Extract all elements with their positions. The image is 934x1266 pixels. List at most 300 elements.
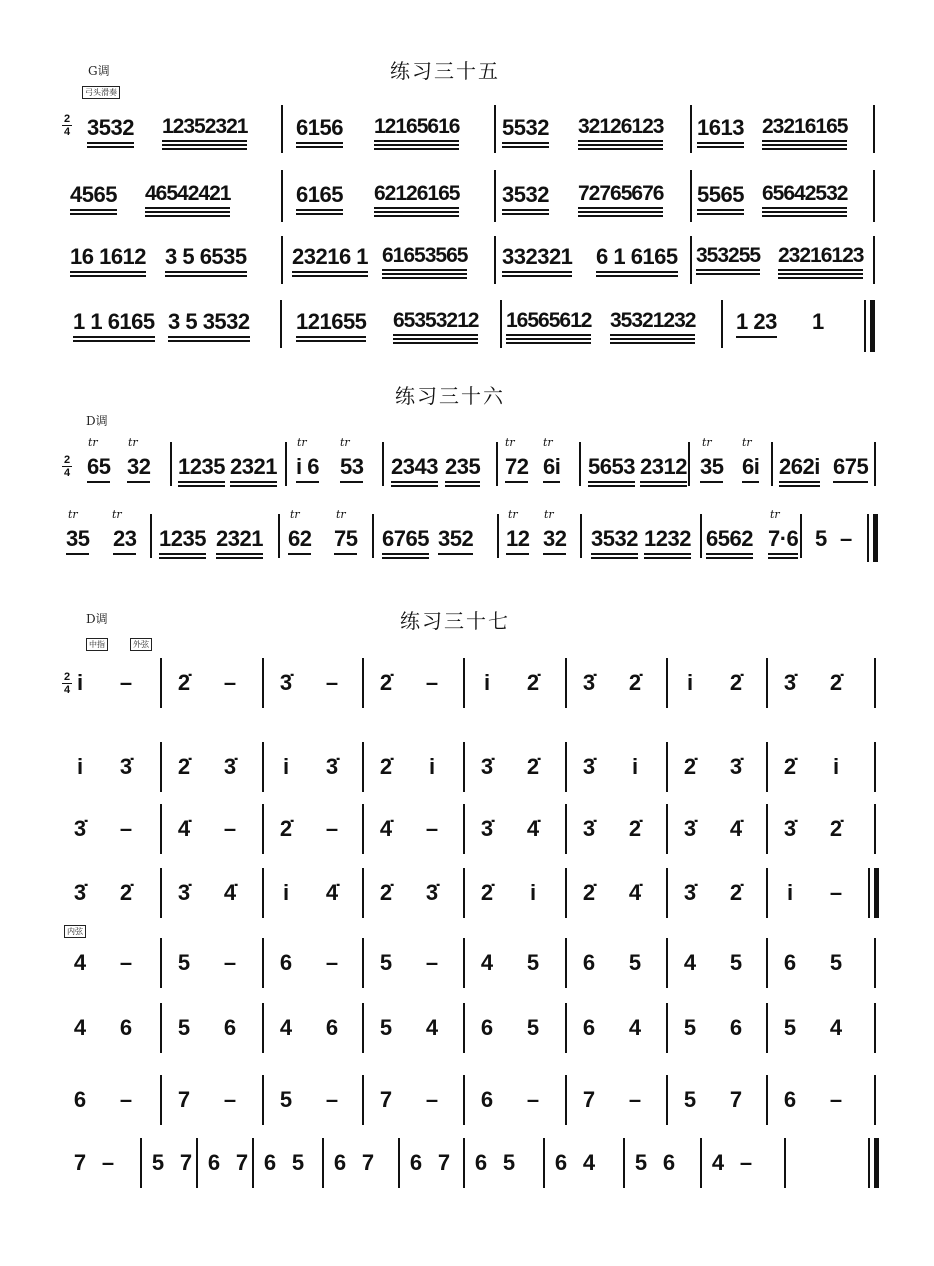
trill-ornament-icon: tr [702,436,712,449]
note-value: 4 [711,1150,725,1175]
note-group: 75 [334,526,357,552]
note-group: 32 [543,526,566,552]
note-value: 2̇ [526,754,540,779]
note-value: 4 [73,950,87,975]
note-group: 3532 [591,526,638,552]
note-group: 62126165 [374,182,459,206]
barline [579,442,581,486]
sustain-dash: – [425,816,439,841]
note-value: 3̇ [223,754,237,779]
barline [160,804,162,854]
note-group: 352 [438,526,473,552]
trill-ornament-icon: tr [543,436,553,449]
note-group: 12165616 [374,115,459,139]
note-group: 32126123 [578,115,663,139]
note-value: 3̇ [279,670,293,695]
sustain-dash: – [223,816,237,841]
barline [382,442,384,486]
barline [494,105,496,153]
note-value: 6 [325,1015,339,1040]
sustain-dash: – [223,950,237,975]
note-group: 65642532 [762,182,847,206]
barline [160,938,162,988]
note-value: 3̇ [425,880,439,905]
note-value: 4 [425,1015,439,1040]
sustain-dash: – [325,816,339,841]
note-value: i [483,670,491,695]
note-value: 7 [582,1087,596,1112]
note-value: 2̇ [729,880,743,905]
barline [262,868,264,918]
note-value: 6 [783,950,797,975]
time-signature: 2 4 [63,113,71,138]
barline [500,300,502,348]
barline [262,804,264,854]
note-value: 2̇ [628,670,642,695]
barline [766,742,768,792]
note-group: 61653565 [382,244,467,268]
note-value: i [428,754,436,779]
note-value: 4 [73,1015,87,1040]
note-group: 23 [113,526,136,552]
note-value: 5 [526,950,540,975]
trill-ornament-icon: tr [290,508,300,521]
barline [170,442,172,486]
note-value: 5 [526,1015,540,1040]
note-value: 4̇ [729,816,743,841]
barline [494,236,496,284]
sustain-dash: – [829,880,843,905]
note-group: 4565 [70,182,117,208]
barline [322,1138,324,1188]
trill-ornament-icon: tr [340,436,350,449]
barline [784,1138,786,1188]
sustain-dash: – [840,526,852,551]
barline [874,1003,876,1053]
note-value: 4̇ [379,816,393,841]
sustain-dash: – [526,1087,540,1112]
note-value: i [282,880,290,905]
barline [140,1138,142,1188]
note-value: 5 [177,1015,191,1040]
key-signature: G调 [88,64,110,78]
sustain-dash: – [223,670,237,695]
trill-ornament-icon: tr [68,508,78,521]
note-value: 2̇ [729,670,743,695]
note-value: 7 [235,1150,249,1175]
note-value: 5 [379,950,393,975]
note-value: 6 [474,1150,488,1175]
note-group: 5653 [588,454,635,480]
sustain-dash: – [829,1087,843,1112]
note-value: 6 [783,1087,797,1112]
note-group: 23216165 [762,115,847,139]
trill-ornament-icon: tr [544,508,554,521]
note-value: 3̇ [177,880,191,905]
barline [721,300,723,348]
note-group: 3532 [87,115,134,141]
barline [666,658,668,708]
barline [463,868,465,918]
note-value: 3̇ [480,816,494,841]
barline [766,658,768,708]
note-value: i [686,670,694,695]
barline [252,1138,254,1188]
note-group: 3532 [502,182,549,208]
note-group: 235 [445,454,480,480]
trill-ornament-icon: tr [770,508,780,521]
note-group: 23216 1 [292,244,368,270]
barline [150,514,152,558]
note-value: 3̇ [729,754,743,779]
barline [398,1138,400,1188]
note-value: i [786,880,794,905]
note-value: 6 [279,950,293,975]
trill-ornament-icon: tr [128,436,138,449]
key-signature: D调 [86,414,108,428]
barline [362,938,364,988]
sustain-dash: – [119,670,133,695]
barline [666,742,668,792]
exercise-title: 练习三十六 [395,384,505,408]
note-value: 5 [729,950,743,975]
sustain-dash: – [325,950,339,975]
note-value: 3̇ [480,754,494,779]
note-value: 4̇ [177,816,191,841]
note-value: 4̇ [526,816,540,841]
note-value: 5 [379,1015,393,1040]
note-value: 2̇ [829,816,843,841]
note-value: 7 [179,1150,193,1175]
note-group: 53 [340,454,363,480]
note-group: 65 [87,454,110,480]
note-group: 1 [812,309,824,334]
note-value: 3̇ [683,880,697,905]
note-value: 4 [683,950,697,975]
barline [690,236,692,284]
sustain-dash: – [425,1087,439,1112]
barline [281,105,283,153]
barline [278,514,280,558]
note-value: 4 [582,1150,596,1175]
note-value: 4̇ [325,880,339,905]
note-value: 3̇ [119,754,133,779]
barline [543,1138,545,1188]
note-value: 6 [729,1015,743,1040]
trill-ornament-icon: tr [336,508,346,521]
note-value: 3̇ [783,816,797,841]
note-value: 3̇ [73,880,87,905]
note-value: 6 [333,1150,347,1175]
final-barline [873,514,878,562]
note-group: 6156 [296,115,343,141]
note-group: 6765 [382,526,429,552]
note-group: i 6 [296,454,319,480]
barline [874,658,876,708]
barline [565,742,567,792]
barline [463,938,465,988]
note-group: 1232 [644,526,691,552]
barline [565,1075,567,1125]
note-group: 32 [127,454,150,480]
note-value: 6 [582,1015,596,1040]
barline [800,514,802,558]
barline [874,938,876,988]
note-group: 2312 [640,454,687,480]
note-group: 353255 [696,244,760,268]
note-value: 5 [502,1150,516,1175]
barline [690,105,692,153]
note-value: 5 [291,1150,305,1175]
note-value: 6 [207,1150,221,1175]
technique-tag: 弓头滑奏 [82,86,120,99]
time-signature: 2 4 [63,454,71,479]
note-value: 4̇ [223,880,237,905]
note-value: 6 [73,1087,87,1112]
barline [196,1138,198,1188]
trill-ornament-icon: tr [508,508,518,521]
note-group: 5565 [697,182,744,208]
note-group: 7·6 [768,526,798,552]
barline [565,804,567,854]
note-value: 4 [279,1015,293,1040]
note-value: 7 [73,1150,87,1175]
barline [463,742,465,792]
trill-ornament-icon: tr [112,508,122,521]
barline [565,868,567,918]
note-value: 7 [177,1087,191,1112]
note-value: 6 [223,1015,237,1040]
note-group: 675 [833,454,868,480]
note-value: 3̇ [683,816,697,841]
exercise-title: 练习三十五 [390,59,500,83]
note-value: 4 [628,1015,642,1040]
barline [362,658,364,708]
note-value: 4 [480,950,494,975]
barline [160,1003,162,1053]
sustain-dash: – [119,816,133,841]
note-value: 2̇ [783,754,797,779]
note-value: 6 [263,1150,277,1175]
note-value: 2̇ [119,880,133,905]
barline [362,804,364,854]
barline [766,804,768,854]
note-value: i [76,754,84,779]
note-group: 72 [505,454,528,480]
note-group: 3 5 3532 [168,309,250,335]
barline [766,868,768,918]
sustain-dash: – [628,1087,642,1112]
barline [262,658,264,708]
note-value: i [282,754,290,779]
note-value: 6 [582,950,596,975]
barline [285,442,287,486]
barline [874,1075,876,1125]
note-group: 3 5 6535 [165,244,247,270]
note-value: 5 [628,950,642,975]
note-value: 6 [119,1015,133,1040]
sustain-dash: – [425,670,439,695]
barline [766,938,768,988]
barline [281,236,283,284]
note-value: 5 [829,950,843,975]
sustain-dash: – [425,950,439,975]
note-value: 4 [829,1015,843,1040]
barline [873,236,875,284]
note-value: 2̇ [379,880,393,905]
barline [766,1075,768,1125]
technique-tag: 中指 [86,638,108,651]
note-value: 6 [409,1150,423,1175]
barline [497,514,499,558]
barline [262,938,264,988]
barline [463,804,465,854]
sustain-dash: – [325,670,339,695]
note-value: i [631,754,639,779]
sustain-dash: – [325,1087,339,1112]
trill-ornament-icon: tr [742,436,752,449]
barline [362,742,364,792]
note-value: 2̇ [177,754,191,779]
note-group: 2321 [216,526,263,552]
barline [565,658,567,708]
section-tag: 内弦 [64,925,86,938]
note-group: 6i [543,454,560,480]
trill-ornament-icon: tr [505,436,515,449]
note-value: 2̇ [526,670,540,695]
barline [666,868,668,918]
barline [565,1003,567,1053]
barline [160,868,162,918]
note-value: 2̇ [582,880,596,905]
note-group: 23216123 [778,244,863,268]
note-group: 332321 [502,244,572,270]
note-value: 5 [634,1150,648,1175]
note-group: 1613 [697,115,744,141]
note-value: 3̇ [582,754,596,779]
note-group: 16 1612 [70,244,146,270]
note-value: 2̇ [829,670,843,695]
barline [463,1003,465,1053]
note-value: i [529,880,537,905]
note-group: 262i [779,454,820,480]
sustain-dash: – [101,1150,115,1175]
note-group: 65353212 [393,309,478,333]
time-signature: 2 4 [63,671,71,696]
final-barline [870,300,875,352]
note-group: 1235 [159,526,206,552]
note-value: i [832,754,840,779]
note-group: 16565612 [506,309,591,333]
barline [160,658,162,708]
note-group: 1 1 6165 [73,309,155,335]
note-value: 2̇ [379,754,393,779]
note-value: 5 [177,950,191,975]
sustain-dash: – [739,1150,753,1175]
note-value: 3̇ [582,816,596,841]
key-signature: D调 [86,612,108,626]
note-group: 6165 [296,182,343,208]
barline [873,170,875,222]
note-value: 5 [683,1015,697,1040]
note-value: 6 [554,1150,568,1175]
note-value: 7 [437,1150,451,1175]
barline [565,938,567,988]
note-value: 6 [662,1150,676,1175]
barline [372,514,374,558]
barline [262,742,264,792]
note-value: 2̇ [279,816,293,841]
barline [666,1003,668,1053]
barline [766,1003,768,1053]
sustain-dash: – [119,950,133,975]
note-value: 3̇ [582,670,596,695]
note-value: 7 [729,1087,743,1112]
barline [874,804,876,854]
note-value: 2̇ [480,880,494,905]
barline [262,1003,264,1053]
barline [580,514,582,558]
barline [362,1003,364,1053]
barline [874,442,876,486]
note-group: 12352321 [162,115,247,139]
note-group: 35 [66,526,89,552]
note-group: 62 [288,526,311,552]
note-group: 121655 [296,309,366,335]
sustain-dash: – [223,1087,237,1112]
note-value: 2̇ [628,816,642,841]
barline [362,868,364,918]
note-value: 2̇ [379,670,393,695]
barline [160,1075,162,1125]
note-value: 2̇ [683,754,697,779]
note-group: 72765676 [578,182,663,206]
exercise-title: 练习三十七 [400,609,510,633]
barline [700,514,702,558]
barline [160,742,162,792]
technique-tag: 外弦 [130,638,152,651]
barline [666,804,668,854]
note-group: 6 1 6165 [596,244,678,270]
barline [700,1138,702,1188]
note-value: 5 [783,1015,797,1040]
barline [666,938,668,988]
barline [362,1075,364,1125]
note-value: 3̇ [73,816,87,841]
note-group: 5532 [502,115,549,141]
note-group: 12 [506,526,529,552]
sustain-dash: – [119,1087,133,1112]
note-group: 46542421 [145,182,230,206]
note-value: 5 [279,1087,293,1112]
barline [463,1075,465,1125]
barline [496,442,498,486]
note-value: 6 [480,1015,494,1040]
note-value: i [76,670,84,695]
note-group: 1 23 [736,309,777,335]
barline [463,1138,465,1188]
note-value: 5 [151,1150,165,1175]
barline [463,658,465,708]
trill-ornament-icon: tr [297,436,307,449]
barline [666,1075,668,1125]
barline [771,442,773,486]
barline [623,1138,625,1188]
note-value: 3̇ [783,670,797,695]
note-value: 2̇ [177,670,191,695]
final-barline [874,1138,879,1188]
barline [281,170,283,222]
